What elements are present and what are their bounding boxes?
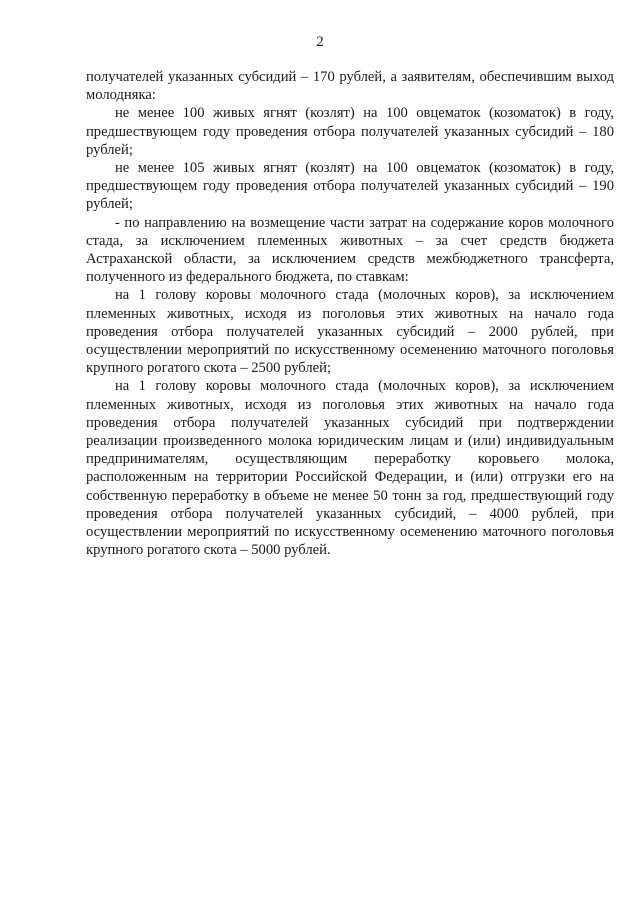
document-body: [86, 68, 614, 559]
paragraph-lamb-yield-100: не менее 100 живых ягнят (козлят) на 100 овцематок (козоматок) в году, предшествующем году проведения отбора получателей указанных субсидий – 180 рублей;: [86, 105, 614, 158]
paragraph-lamb-yield-105: не менее 105 живых ягнят (козлят) на 100 овцематок (козоматок) в году, предшествующем году проведения отбора получателей указанных субсидий – 190 рублей;: [86, 160, 614, 213]
paragraph-dairy-cow-rate-basic: на 1 голову коровы молочного стада (молочных коров), за исключением племенных животных, исходя из поголовья этих животных на начало года проведения отбора получателей указанных субсидий – 2000 рублей, при осуществлении мероприятий по искусственному осеменению маточного поголовья крупного рогатого скота – 2500 рублей;: [86, 287, 614, 377]
paragraph-dairy-cow-direction: - по направлению на возмещение части затрат на содержание коров молочного стада, за исключением племенных животных – за счет средств бюджета Астраханской области, за исключением средств межбюджетного трансферта, полученного из федерального бюджета, по ставкам:: [86, 214, 614, 286]
paragraph-subsidy-rate-continuation: получателей указанных субсидий – 170 рублей, а заявителям, обеспечившим выход молодняка:: [86, 69, 614, 104]
page-number: 2: [316, 34, 324, 50]
paragraph-dairy-cow-rate-milk-sales: на 1 голову коровы молочного стада (молочных коров), за исключением племенных животных, исходя из поголовья этих животных на начало года проведения отбора получателей указанных субсидий при подтверждении реализации произведенного молока юридическим лицам и (или) индивидуальным предпринимателям, осуществляющим переработку коровьего молока, расположенным на территории Российской Федерации, и (или) отгрузки его на собственную переработку в объеме не менее 50 тонн за год, предшествующий году проведения отбора получателей указанных субсидий, – 4000 рублей, при осуществлении мероприятий по искусственному осеменению маточного поголовья крупного рогатого скота – 5000 рублей.: [86, 378, 614, 559]
